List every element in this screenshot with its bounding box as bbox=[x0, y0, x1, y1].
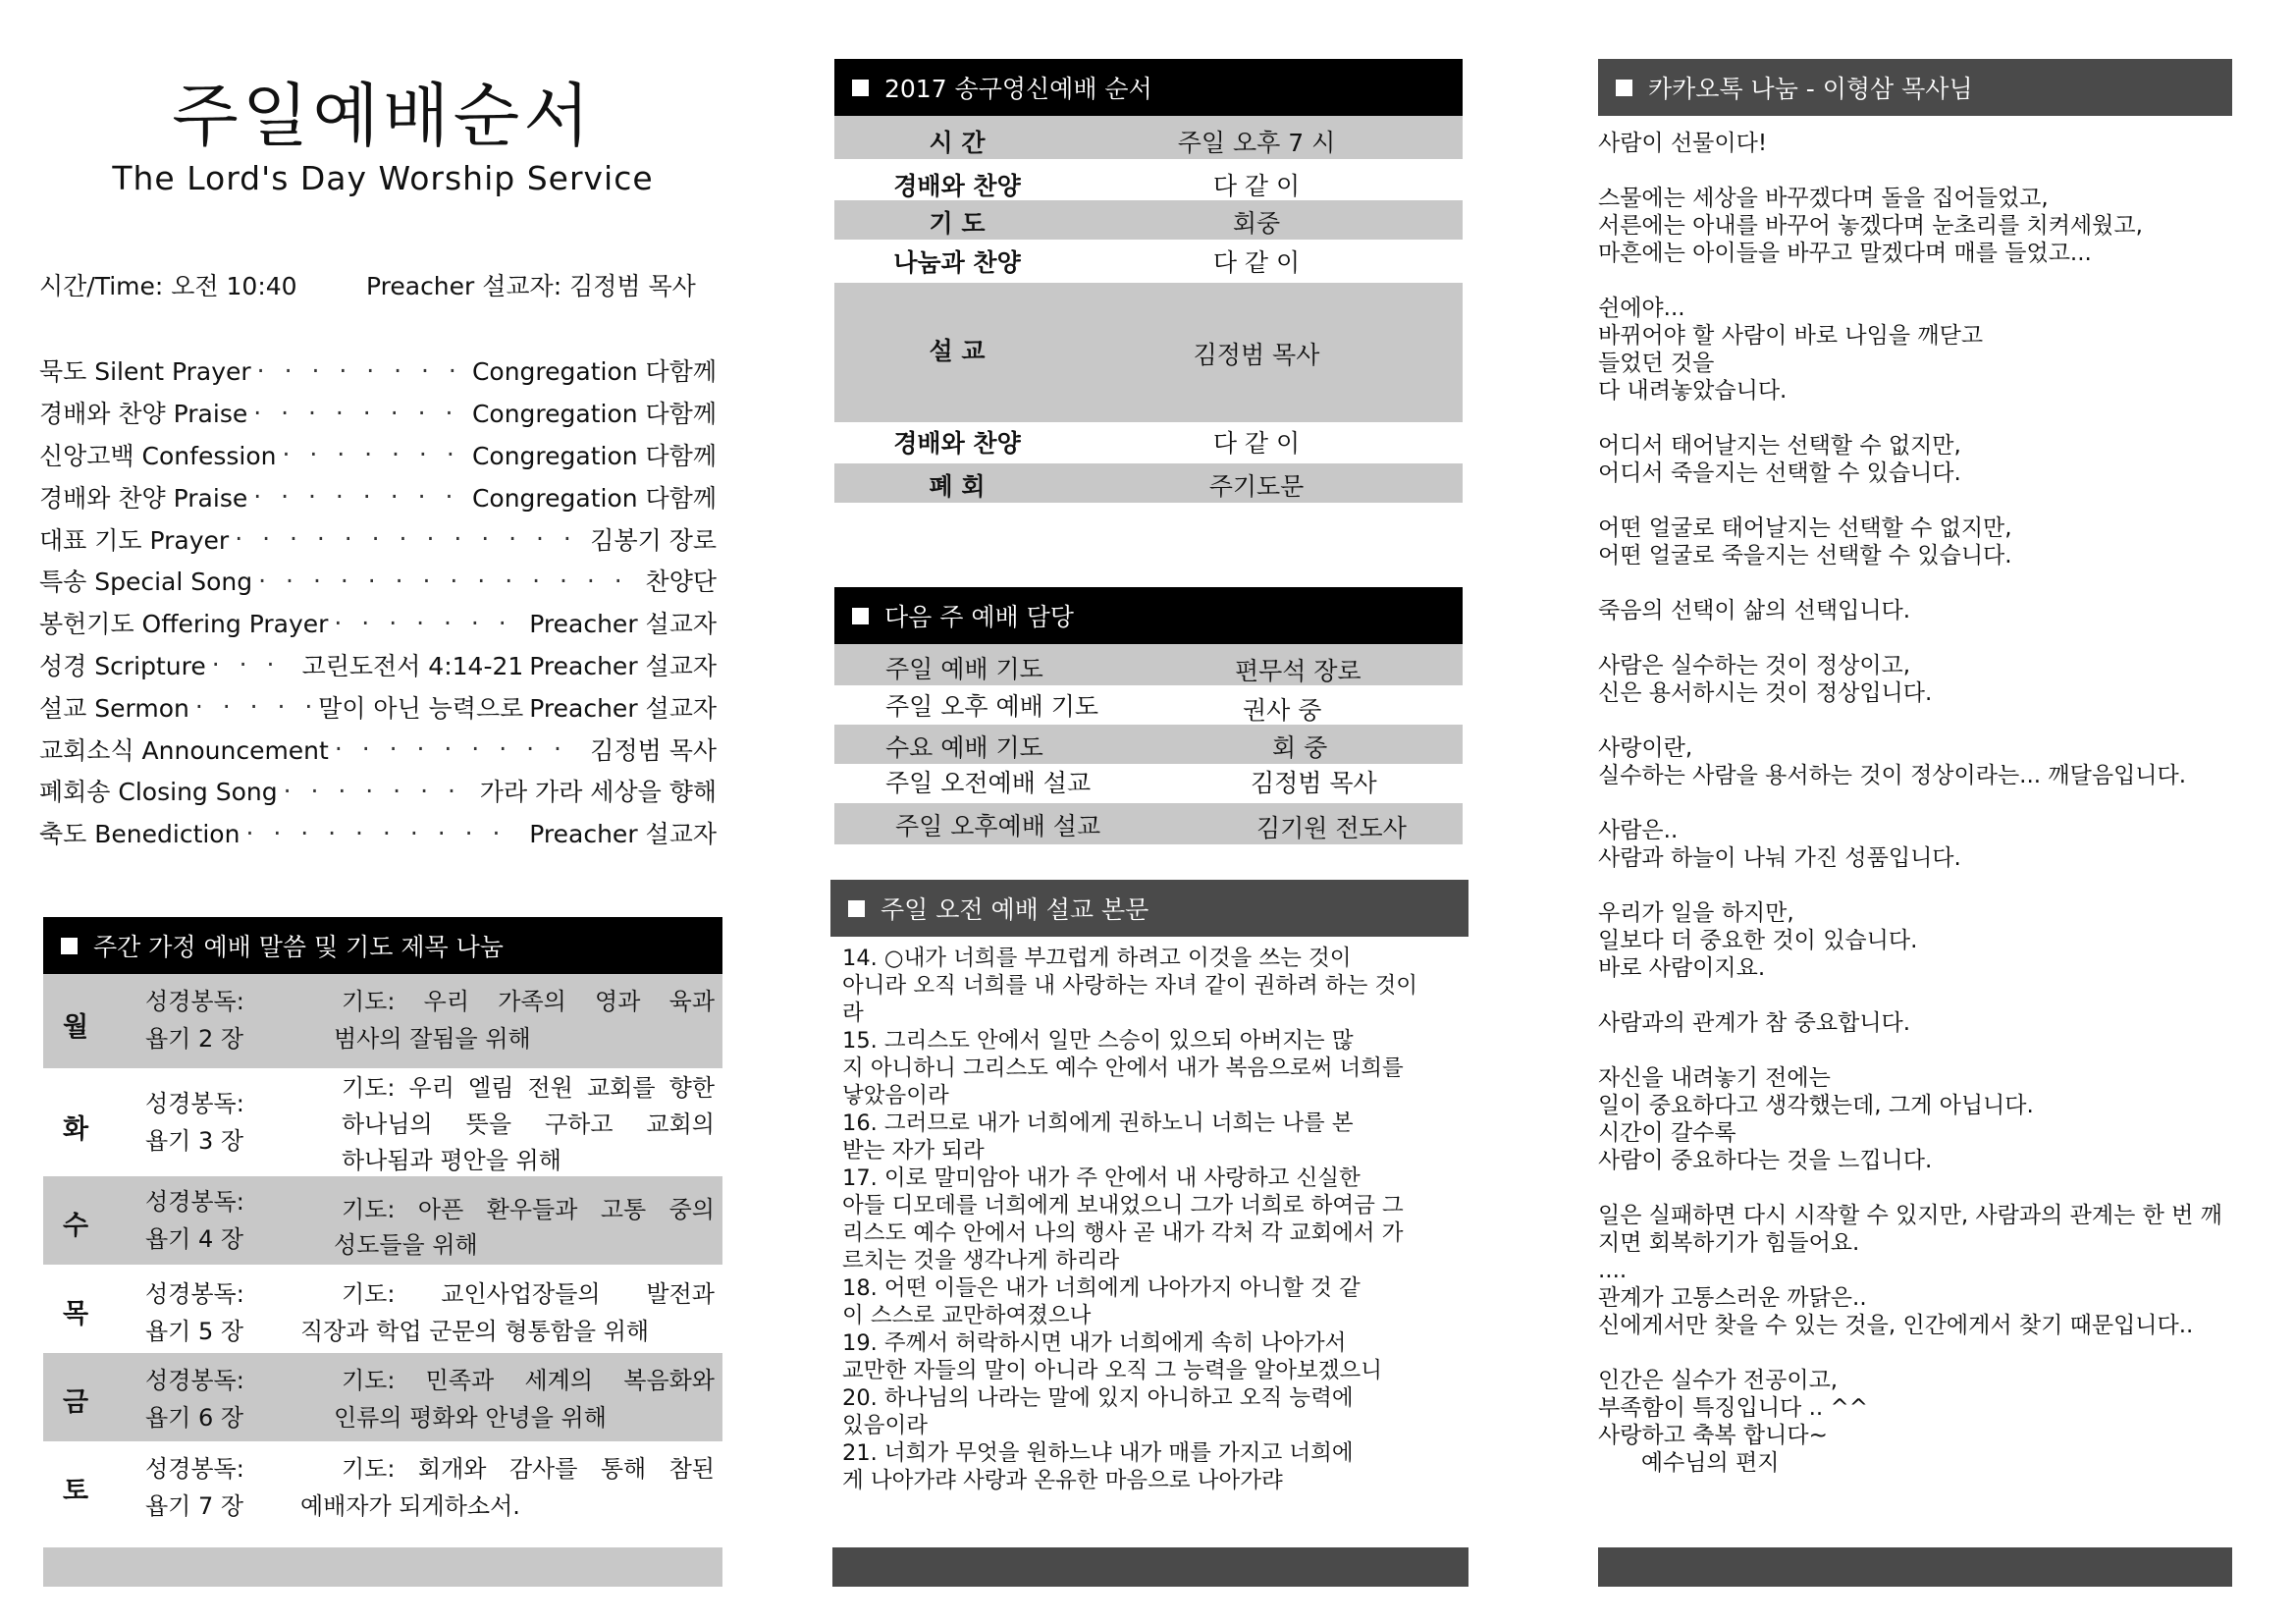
square-bullet-icon bbox=[848, 900, 865, 917]
schedule-value: 주일 오후 7 시 bbox=[1177, 129, 1336, 157]
devotion-prayer-line: 범사의 잘됨을 위해 bbox=[334, 1025, 531, 1053]
scripture-line: 교만한 자들의 말이 아니라 오직 그 능력을 알아보겠으니 bbox=[842, 1358, 1382, 1383]
message-paragraph bbox=[1598, 597, 2266, 624]
duty-person: 권사 중 bbox=[1243, 696, 1322, 725]
message-paragraph bbox=[1598, 185, 2266, 267]
message-line: 지면 회복하기가 힘들어요. bbox=[1598, 1230, 1860, 1256]
order-item-label: 경배와 찬양 Praise bbox=[39, 483, 248, 513]
message-signature: 예수님의 편지 bbox=[1598, 1450, 1780, 1476]
message-line: 사람과 하늘이 나눠 가진 성품입니다. bbox=[1598, 845, 1961, 871]
footer-bar bbox=[1598, 1547, 2232, 1587]
year-end-service-header bbox=[834, 59, 1463, 116]
devotion-reading: 욥기 4 장 bbox=[145, 1225, 244, 1253]
dot-leader bbox=[245, 819, 517, 847]
dot-leader bbox=[257, 356, 460, 385]
devotion-row bbox=[43, 1265, 722, 1353]
duty-item: 수요 예배 기도 bbox=[885, 733, 1043, 762]
duty-person: 김기원 전도사 bbox=[1256, 814, 1407, 842]
message-line: 사람은.. bbox=[1598, 818, 1679, 843]
sermon-text-header bbox=[830, 880, 1468, 937]
order-item-leader: Preacher 설교자 bbox=[529, 820, 717, 849]
schedule-row bbox=[834, 200, 1463, 240]
order-item bbox=[39, 517, 717, 560]
message-line: 들었던 것을 bbox=[1598, 351, 1715, 376]
dot-leader bbox=[282, 440, 459, 468]
message-line: 바로 사람이지요. bbox=[1598, 955, 1766, 981]
scripture-line: 게 나아가랴 사랑과 온유한 마음으로 나아가랴 bbox=[842, 1468, 1283, 1493]
scripture-line: 낳았음이라 bbox=[842, 1083, 949, 1109]
devotion-header-title: 주간 가정 예배 말씀 및 기도 제목 나눔 bbox=[93, 933, 504, 961]
message-paragraph bbox=[1598, 130, 2266, 157]
order-item-label: 신앙고백 Confession bbox=[39, 441, 277, 470]
scripture-line: 14. ○내가 너희를 부끄럽게 하려고 이것을 쓰는 것이 bbox=[842, 946, 1352, 971]
devotion-reading: 욥기 2 장 bbox=[145, 1025, 244, 1053]
order-item-leader: Preacher 설교자 bbox=[529, 693, 717, 723]
order-item bbox=[39, 685, 717, 728]
dot-leader bbox=[253, 482, 460, 511]
duty-person: 편무석 장로 bbox=[1235, 657, 1362, 685]
worship-order-list bbox=[39, 350, 717, 854]
devotion-reading: 욥기 6 장 bbox=[145, 1404, 244, 1432]
message-paragraph bbox=[1598, 1009, 2266, 1037]
order-item-label: 봉헌기도 Offering Prayer bbox=[39, 610, 329, 639]
order-item-leader: Congregation 다함께 bbox=[471, 400, 717, 429]
devotion-prayer-line: 예배자가 되게하소서. bbox=[300, 1492, 520, 1520]
message-line: 어디서 죽을지는 선택할 수 있습니다. bbox=[1598, 460, 1961, 486]
message-paragraph bbox=[1598, 652, 2266, 707]
order-item-leader: 가라 가라 세상을 향해 bbox=[479, 778, 717, 807]
devotion-day: 토 bbox=[63, 1476, 89, 1506]
devotion-prayer-line: 인류의 평화와 안녕을 위해 bbox=[334, 1404, 607, 1432]
order-item-label: 축도 Benediction bbox=[39, 820, 240, 849]
schedule-row bbox=[834, 283, 1463, 422]
duty-item: 주일 오후 예배 기도 bbox=[885, 692, 1099, 721]
devotion-row bbox=[43, 1176, 722, 1265]
duty-person: 회 중 bbox=[1272, 733, 1328, 762]
sermon-scripture-text bbox=[842, 945, 1461, 1494]
devotion-reading: 욥기 5 장 bbox=[145, 1318, 244, 1345]
message-line: 자신을 내려놓기 전에는 bbox=[1598, 1065, 1831, 1091]
scripture-line: 아니라 오직 너희를 내 사랑하는 자녀 같이 권하려 하는 것이 bbox=[842, 973, 1418, 999]
next-week-row bbox=[834, 644, 1463, 685]
order-item-leader: Congregation 다함께 bbox=[471, 483, 717, 513]
devotion-day: 수 bbox=[63, 1211, 89, 1241]
devotion-prayer-line: 기도: 우리 엘림 전원 교회를 향한 bbox=[342, 1074, 715, 1102]
scripture-line: 15. 그리스도 안에서 일만 스승이 있으되 아버지는 많 bbox=[842, 1028, 1354, 1054]
schedule-item: 설 교 bbox=[929, 337, 986, 365]
schedule-row bbox=[834, 116, 1463, 159]
next-week-row bbox=[834, 685, 1463, 725]
devotion-prayer-line: 하나됨과 평안을 위해 bbox=[342, 1147, 561, 1174]
order-item-label: 교회소식 Announcement bbox=[39, 735, 329, 765]
scripture-line: 르치는 것을 생각나게 하리라 bbox=[842, 1248, 1120, 1273]
devotion-reading-label: 성경봉독: bbox=[145, 1280, 244, 1308]
duty-item: 주일 오후예배 설교 bbox=[895, 812, 1101, 840]
order-item bbox=[39, 812, 717, 854]
schedule-item: 폐 회 bbox=[929, 472, 986, 501]
order-item-label: 폐회송 Closing Song bbox=[39, 778, 278, 807]
order-item-leader: 찬양단 bbox=[645, 568, 717, 597]
scripture-line: 리스도 예수 안에서 나의 행사 곧 내가 각처 각 교회에서 가 bbox=[842, 1220, 1404, 1246]
order-item-detail: 고린도전서 4:14-21 bbox=[301, 651, 524, 680]
devotion-prayer-line: 직장과 학업 군문의 형통함을 위해 bbox=[300, 1318, 650, 1345]
next-week-title: 다음 주 예배 담당 bbox=[884, 603, 1074, 631]
order-item-label: 경배와 찬양 Praise bbox=[39, 400, 248, 429]
message-line: 쉰에야... bbox=[1598, 296, 1685, 321]
scripture-line: 지 아니하니 그리스도 예수 안에서 내가 복음으로써 너희를 bbox=[842, 1056, 1404, 1081]
order-item-leader: 김봉기 장로 bbox=[590, 525, 717, 555]
order-item bbox=[39, 475, 717, 517]
order-item-label: 대표 기도 Prayer bbox=[39, 525, 230, 555]
devotion-row bbox=[43, 1441, 722, 1530]
schedule-item: 경배와 찬양 bbox=[893, 172, 1021, 200]
message-line: 인간은 실수가 전공이고, bbox=[1598, 1368, 1839, 1393]
square-bullet-icon bbox=[1616, 80, 1632, 96]
message-line: .... bbox=[1598, 1258, 1628, 1283]
message-line: 어디서 태어날지는 선택할 수 없지만, bbox=[1598, 433, 1961, 459]
schedule-row bbox=[834, 422, 1463, 463]
schedule-value: 다 같 이 bbox=[1212, 248, 1301, 277]
kakao-header-title: 카카오톡 나눔 - 이형삼 목사님 bbox=[1648, 75, 1973, 103]
devotion-header bbox=[43, 917, 722, 974]
devotion-reading: 욥기 3 장 bbox=[145, 1127, 244, 1155]
footer-bar bbox=[832, 1547, 1468, 1587]
message-line: 관계가 고통스러운 까닭은.. bbox=[1598, 1285, 1867, 1311]
devotion-prayer-line: 기도: 아픈 환우들과 고통 중의 bbox=[342, 1196, 715, 1223]
message-paragraph bbox=[1598, 514, 2266, 569]
message-line: 서른에는 아내를 바꾸어 놓겠다며 눈초리를 치켜세웠고, bbox=[1598, 213, 2143, 239]
order-item bbox=[39, 560, 717, 602]
devotion-prayer-line: 기도: 우리 가족의 영과 육과 bbox=[342, 988, 715, 1015]
order-item-detail: 말이 아닌 능력으로 bbox=[318, 693, 524, 723]
duty-person: 김정범 목사 bbox=[1251, 769, 1377, 797]
scripture-line: 라 bbox=[842, 1001, 864, 1026]
message-line: 사랑이란, bbox=[1598, 735, 1693, 761]
scripture-line: 19. 주께서 허락하시면 내가 너희에게 속히 나아가서 bbox=[842, 1330, 1347, 1356]
message-line: 다 내려놓았습니다. bbox=[1598, 378, 1788, 404]
next-week-row bbox=[834, 764, 1463, 803]
message-paragraph bbox=[1598, 295, 2266, 405]
scripture-line: 받는 자가 되라 bbox=[842, 1138, 985, 1164]
kakao-header bbox=[1598, 59, 2232, 116]
message-line: 죽음의 선택이 삶의 선택입니다. bbox=[1598, 598, 1911, 623]
message-line: 사랑하고 축복 합니다~ bbox=[1598, 1423, 1828, 1448]
message-paragraph bbox=[1598, 734, 2266, 789]
scripture-line: 18. 어떤 이들은 내가 너희에게 나아가지 아니할 것 같 bbox=[842, 1275, 1361, 1301]
devotion-day: 목 bbox=[63, 1299, 89, 1329]
order-item-leader: Preacher 설교자 bbox=[529, 651, 717, 680]
message-line: 일이 중요하다고 생각했는데, 그게 아닙니다. bbox=[1598, 1093, 2034, 1118]
order-item-leader: Congregation 다함께 bbox=[471, 357, 717, 387]
order-item-label: 특송 Special Song bbox=[39, 568, 253, 597]
devotion-prayer-line: 성도들을 위해 bbox=[334, 1231, 478, 1259]
message-line: 어떤 얼굴로 태어날지는 선택할 수 없지만, bbox=[1598, 515, 2012, 541]
order-item-leader: Congregation 다함께 bbox=[471, 441, 717, 470]
sermon-text-title: 주일 오전 예배 설교 본문 bbox=[881, 895, 1149, 924]
message-paragraph bbox=[1598, 1202, 2266, 1339]
order-item bbox=[39, 602, 717, 644]
order-item bbox=[39, 392, 717, 434]
message-line: 실수하는 사람을 용서하는 것이 정상이라는... 깨달음입니다. bbox=[1598, 763, 2187, 788]
schedule-row bbox=[834, 240, 1463, 283]
service-time: 시간/Time: 오전 10:40 bbox=[39, 272, 297, 300]
devotion-reading-label: 성경봉독: bbox=[145, 988, 244, 1015]
message-line: 사람은 실수하는 것이 정상이고, bbox=[1598, 653, 1911, 678]
message-paragraph bbox=[1598, 432, 2266, 487]
message-line: 신에게서만 찾을 수 있는 것을, 인간에게서 찾기 때문입니다.. bbox=[1598, 1313, 2194, 1338]
message-line: 우리가 일을 하지만, bbox=[1598, 900, 1794, 926]
order-item bbox=[39, 728, 717, 770]
devotion-prayer-line: 기도: 회개와 감사를 통해 참된 bbox=[342, 1455, 715, 1483]
message-line: 신은 용서하시는 것이 정상입니다. bbox=[1598, 680, 1933, 706]
order-item-leader: Preacher 설교자 bbox=[529, 610, 717, 639]
order-item bbox=[39, 770, 717, 812]
devotion-reading-label: 성경봉독: bbox=[145, 1090, 244, 1117]
schedule-item: 기 도 bbox=[929, 209, 986, 238]
schedule-row bbox=[834, 159, 1463, 200]
schedule-item: 나눔과 찬양 bbox=[893, 248, 1021, 277]
schedule-value: 주기도문 bbox=[1208, 472, 1305, 501]
schedule-item: 경배와 찬양 bbox=[893, 429, 1021, 458]
devotion-row bbox=[43, 1353, 722, 1441]
devotion-day: 월 bbox=[63, 1012, 89, 1043]
schedule-value: 회중 bbox=[1232, 209, 1281, 238]
dot-leader bbox=[253, 399, 460, 427]
message-line: 스물에는 세상을 바꾸겠다며 돌을 집어들었고, bbox=[1598, 186, 2049, 211]
duty-item: 주일 예배 기도 bbox=[885, 655, 1043, 683]
message-line: 사람과의 관계가 참 중요합니다. bbox=[1598, 1010, 1911, 1036]
message-line: 일은 실패하면 다시 시작할 수 있지만, 사람과의 관계는 한 번 깨 bbox=[1598, 1203, 2222, 1228]
footer-bar bbox=[43, 1547, 722, 1587]
dot-leader bbox=[212, 650, 296, 678]
scripture-line: 20. 하나님의 나라는 말에 있지 아니하고 오직 능력에 bbox=[842, 1385, 1354, 1411]
order-item-label: 설교 Sermon bbox=[39, 693, 189, 723]
dot-leader bbox=[195, 692, 312, 721]
next-week-row bbox=[834, 725, 1463, 764]
year-end-service-title: 2017 송구영신예배 순서 bbox=[884, 75, 1152, 103]
devotion-prayer-line: 기도: 교인사업장들의 발전과 bbox=[342, 1280, 715, 1308]
scripture-line: 17. 이로 말미암아 내가 주 안에서 내 사랑하고 신실한 bbox=[842, 1165, 1361, 1191]
next-week-row bbox=[834, 803, 1463, 844]
devotion-reading-label: 성경봉독: bbox=[145, 1367, 244, 1394]
order-item-leader: 김정범 목사 bbox=[590, 735, 717, 765]
order-item bbox=[39, 350, 717, 392]
next-week-header bbox=[834, 587, 1463, 644]
devotion-prayer-line: 하나님의 뜻을 구하고 교회의 bbox=[342, 1110, 715, 1138]
message-line: 마흔에는 아이들을 바꾸고 말겠다며 매를 들었고... bbox=[1598, 241, 2092, 266]
message-line: 바뀌어야 할 사람이 바로 나임을 깨닫고 bbox=[1598, 323, 1984, 349]
dot-leader bbox=[284, 777, 468, 805]
message-line: 사람이 중요하다는 것을 느낍니다. bbox=[1598, 1148, 1933, 1173]
kakao-message-text bbox=[1598, 130, 2266, 1504]
devotion-prayer-line: 기도: 민족과 세계의 복음화와 bbox=[342, 1367, 715, 1394]
schedule-item: 시 간 bbox=[929, 129, 986, 157]
scripture-line: 있음이라 bbox=[842, 1413, 928, 1438]
square-bullet-icon bbox=[61, 938, 78, 954]
scripture-line: 21. 너희가 무엇을 원하느냐 내가 매를 가지고 너희에 bbox=[842, 1440, 1354, 1466]
message-line: 일보다 더 중요한 것이 있습니다. bbox=[1598, 928, 1918, 953]
duty-item: 주일 오전예배 설교 bbox=[885, 769, 1092, 797]
service-time-line bbox=[39, 267, 726, 302]
page-subtitle: The Lord's Day Worship Service bbox=[112, 159, 654, 197]
message-paragraph bbox=[1598, 1367, 2266, 1477]
dot-leader bbox=[258, 567, 633, 595]
dot-leader bbox=[334, 609, 517, 637]
service-preacher: Preacher 설교자: 김정범 목사 bbox=[366, 272, 696, 300]
message-paragraph bbox=[1598, 1064, 2266, 1174]
schedule-value: 김정범 목사 bbox=[1193, 341, 1320, 369]
schedule-row bbox=[834, 463, 1463, 503]
message-line: 어떤 얼굴로 죽을지는 선택할 수 있습니다. bbox=[1598, 543, 2012, 568]
order-item-label: 묵도 Silent Prayer bbox=[39, 357, 251, 387]
order-item bbox=[39, 644, 717, 686]
square-bullet-icon bbox=[852, 608, 869, 624]
square-bullet-icon bbox=[852, 80, 869, 96]
devotion-row bbox=[43, 1068, 722, 1176]
scripture-line: 16. 그러므로 내가 너희에게 권하노니 너희는 나를 본 bbox=[842, 1110, 1354, 1136]
order-item bbox=[39, 434, 717, 476]
dot-leader bbox=[335, 734, 578, 763]
message-line: 시간이 갈수록 bbox=[1598, 1120, 1736, 1146]
message-paragraph bbox=[1598, 899, 2266, 982]
schedule-value: 다 같 이 bbox=[1212, 429, 1301, 458]
page-title: 주일예배순서 bbox=[172, 76, 594, 156]
devotion-reading: 욥기 7 장 bbox=[145, 1492, 244, 1520]
devotion-day: 금 bbox=[63, 1387, 89, 1418]
scripture-line: 이 스스로 교만하여졌으나 bbox=[842, 1303, 1092, 1328]
dot-leader bbox=[235, 524, 578, 553]
devotion-day: 화 bbox=[63, 1114, 89, 1145]
message-line: 부족함이 특징입니다 .. ^^ bbox=[1598, 1395, 1869, 1421]
schedule-value: 다 같 이 bbox=[1212, 172, 1301, 200]
message-line: 사람이 선물이다! bbox=[1598, 131, 1768, 156]
devotion-row bbox=[43, 974, 722, 1068]
order-item-label: 성경 Scripture bbox=[39, 651, 206, 680]
message-paragraph bbox=[1598, 817, 2266, 872]
devotion-reading-label: 성경봉독: bbox=[145, 1455, 244, 1483]
devotion-reading-label: 성경봉독: bbox=[145, 1188, 244, 1216]
scripture-line: 아들 디모데를 너희에게 보내었으니 그가 너희로 하여금 그 bbox=[842, 1193, 1404, 1218]
